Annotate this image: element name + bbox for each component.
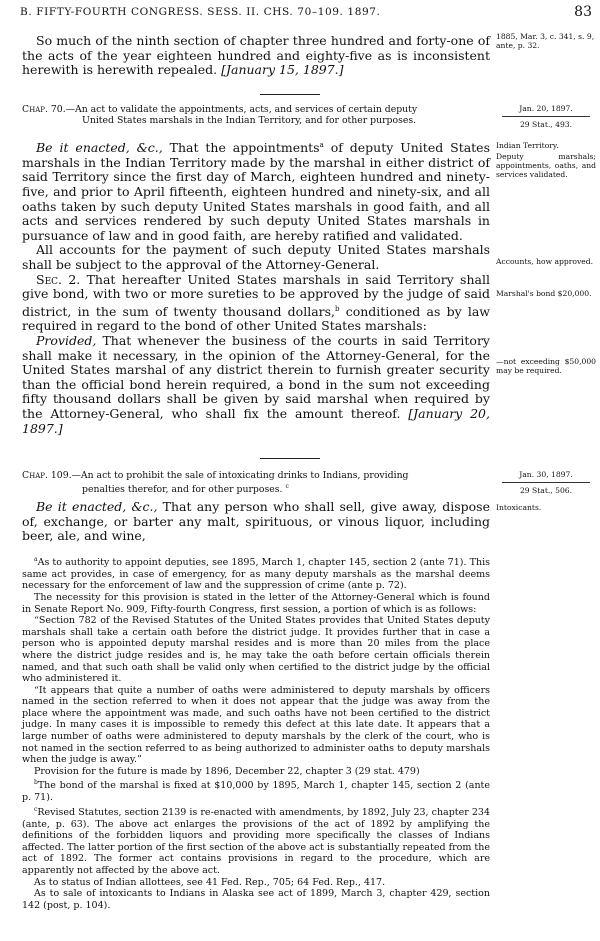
section-divider [260, 94, 320, 95]
chapter-109-title-line-2 [22, 481, 490, 495]
footnotes [22, 554, 490, 911]
sidenote-rule [502, 482, 590, 483]
footnote-text: As to status of Indian allottees, see 41 Fed. Rep., 705; 64 Fed. Rep., 417. [34, 876, 386, 888]
chapter-109-heading [22, 470, 490, 495]
enact-rest: of deputy United States marshals in the Indian Territory made by the marshal in either district of said Territory since the first day of March, eighteen hundred and ninety-five, and prior to April fifteenth, eighteen hundred and ninety-six, and all oaths taken by such deputy United States marshals in good faith, and all acts and services rendered by such deputy United States marshals in pursuance of law and in good faith, are hereby ratified and validated. [22, 140, 490, 243]
footnote [22, 877, 490, 889]
footnote [22, 592, 490, 615]
enact-text: That the appointments [169, 140, 320, 156]
footnote [22, 888, 490, 911]
enact-prefix: Be it enacted, &c., [36, 140, 163, 156]
chapter-109-body [22, 500, 490, 544]
section-divider [260, 458, 320, 459]
chapter-70-title-cont: United States marshals in the Indian Territory, and for other purposes. [82, 115, 417, 126]
footnote-text: As to authority to appoint deputies, see 1895, March 1, chapter 145, section 2 (ante 71). This same act provides, in case of emergency, for as many deputy marshals as the marshal deems necessary for the enforcement of law and the suppression of crime (ante p. 72). [22, 557, 490, 592]
chapter-109-date: Jan. 30, 1897. [519, 470, 573, 479]
footnote-text: The bond of the marshal is fixed at $10,000 by 1895, March 1, chapter 145, section 2 (ante p. 71). [22, 780, 490, 804]
chapter-70-label: Chap. 70. [22, 104, 66, 115]
sidenote-bond: Marshal's bond $20,000. [496, 289, 592, 298]
chapter-70-title: —An act to validate the appointments, acts, and services of certain deputy [65, 104, 418, 115]
intro-paragraph [22, 34, 490, 78]
chapter-109-title-cont: penalties therefor, and for other purposes. [82, 484, 283, 496]
chapter-70-accounts [22, 243, 490, 272]
sidenote-territory: Indian Territory. [496, 141, 559, 150]
sidenote-proviso: —not exceeding $50,000 may be required. [496, 357, 596, 375]
enact-prefix-109: Be it enacted, &c., [36, 499, 158, 514]
footnote [22, 777, 490, 803]
sidenote-deputy: Deputy marshals; appointments, oaths, and services validated. [496, 152, 596, 179]
footnote-text: “It appears that quite a number of oaths were administered to deputy marshals by officers named in the section referred to when it does not appear that the judge was away from the place where the appointment was made, and such oaths have not been certified to the district judge. In many cases it is impossible to remedy this defect at this late date. It appears that a large number of oaths were administered to deputy marshals by the clerk of the court, who is not named in the section referred to as being authorized to administer oaths to deputy marshals when the judge is away.” [22, 684, 490, 766]
footnote [22, 804, 490, 877]
chapter-70-proviso [22, 334, 490, 436]
footnote-text: “Section 782 of the Revised Statutes of the United States provides that United States deputy marshals shall take a certain oath before the district judge. It provides further that in case a person who is appointed deputy marshal resides and is more than 20 miles from the place where the district judge resides and is, he may take the oath before certain officials therein named, and that such oath shall be valid only when certified to the district judge by the official who administered it. [22, 615, 490, 685]
chapter-70-date: Jan. 20, 1897. [519, 104, 573, 113]
chapter-70-sidenotes [496, 104, 596, 129]
footnote-ref-b: b [335, 304, 340, 313]
chapter-70-enacting-clause [22, 138, 490, 243]
section-2-text: That hereafter United States marshals in said Territory shall give bond, with two or more sureties to be approved by the judge of said district, in the sum of twenty thousand dollars, [22, 271, 490, 319]
footnote-text: Provision for the future is made by 1896, December 22, chapter 3 (29 stat. 479) [34, 765, 420, 777]
footnote-mark: b [34, 779, 38, 787]
sidenote-rule [502, 116, 590, 117]
footnote-mark: c [34, 805, 38, 813]
sidenote-accounts: Accounts, how approved. [496, 257, 594, 266]
footnote-text: As to sale of intoxicants to Indians in Alaska see act of 1899, March 3, chapter 429, section 142 (post, p. 104). [22, 888, 490, 911]
footnote-ref-a: a [319, 141, 324, 149]
footnote-ref-c: c [285, 483, 289, 490]
footnote-text: The necessity for this provision is stated in the letter of the Attorney-General which is found in Senate Report No. 909, Fifty-fourth Congress, first session, a portion of which is as follows: [22, 591, 490, 615]
chapter-109-sidenotes [496, 470, 596, 495]
chapter-109-stat: 29 Stat., 506. [519, 486, 573, 495]
sidenote-intoxicants: Intoxicants. [496, 503, 542, 512]
footnote-text: Revised Statutes, section 2139 is re-enacted with amendments, by 1892, July 23, chapter 234 (ante, p. 63). The above act enlarges the provisions of the act of 1892 by amplifying the definitions of the forbidden liquors and providing more specifically the classes of Indians affected. The latter portion of the first section of the above act is substantially repeated from the act of 1892. The former act contains provisions in regard to the procedure, which are apparently not affected by the above act. [22, 806, 490, 876]
footnote [22, 615, 490, 685]
enact-text-109: That any person who shall sell, give away, dispose of, exchange, or barter any malt, spirituous, or vinous liquor, including beer, ale, and wine, [22, 499, 490, 544]
running-title: B. FIFTY-FOURTH CONGRESS. SESS. II. CHS. 70–109. 1897. [20, 6, 381, 18]
intro-date: [January 15, 1897.] [221, 62, 344, 78]
footnote [22, 554, 490, 592]
chapter-109-label: Chap. 109. [22, 470, 72, 481]
footnote-mark: a [34, 556, 38, 563]
footnote [22, 685, 490, 766]
chapter-70-stat: 29 Stat., 493. [519, 120, 573, 129]
chapter-70-section-2 [22, 273, 490, 335]
footnote [22, 766, 490, 778]
chapter-70-body [22, 138, 490, 436]
chapter-70-heading [22, 104, 490, 126]
proviso-label: Provided, [36, 333, 97, 349]
page-number: 83 [574, 4, 592, 20]
proviso-text: That whenever the business of the courts in said Territory shall make it necessary, in the opinion of the Attorney-General, for the United States marshal of any district therein to furnish greater security than the official bond herein required, a bond in the sum not exceeding fifty thousand dollars shall be given by said marshal when required by the Attorney-General, who shall fix the amount thereof. [22, 333, 490, 421]
accounts-text: All accounts for the payment of such deputy United States marshals shall be subject to the approval of the Attorney-General. [22, 242, 490, 272]
running-header [20, 6, 592, 22]
section-2-label: Sec. 2. [36, 271, 81, 287]
section-2-rest: conditioned as by law required in regard to the bond of other United States marshals: [22, 303, 490, 334]
proviso-date: [January 20, 1897.] [22, 406, 490, 436]
intro-text: So much of the ninth section of chapter three hundred and forty-one of the acts of the year eighteen hundred and eighty-five as is inconsistent herewith is herewith repealed. [22, 33, 490, 78]
sidenote-intro: 1885, Mar. 3, c. 341, s. 9, ante, p. 32. [496, 32, 595, 50]
chapter-109-title: —An act to prohibit the sale of intoxicating drinks to Indians, providing [71, 470, 409, 481]
